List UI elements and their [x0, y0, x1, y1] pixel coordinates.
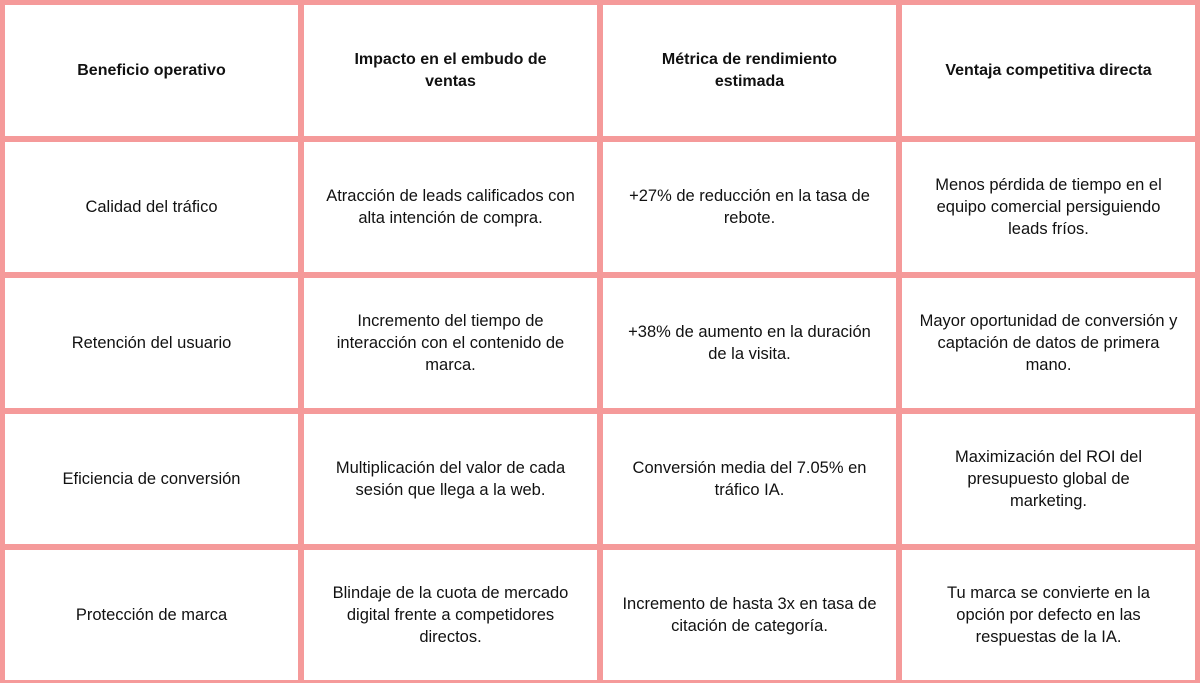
cell-text: Tu marca se convierte en la opción por defecto en las respuestas de la IA. — [947, 584, 1150, 646]
header-cell-ventaja — [902, 5, 1195, 136]
cell-text: +27% de reducción en la tasa de rebote. — [629, 187, 870, 227]
cell-text: Retención del usuario — [71, 334, 232, 352]
table-cell — [603, 278, 896, 408]
table-cell — [304, 414, 597, 544]
table-cell — [603, 550, 896, 680]
cell-text: Multiplicación del valor de cada sesión que llega a la web. — [335, 459, 566, 499]
table-cell — [5, 142, 298, 272]
header-label: Ventaja competitiva directa — [945, 61, 1152, 79]
table-cell — [902, 142, 1195, 272]
cell-text: Atracción de leads calificados con alta intención de compra. — [326, 187, 575, 227]
table-cell — [304, 278, 597, 408]
cell-text: Protección de marca — [75, 606, 228, 624]
cell-text: Eficiencia de conversión — [62, 470, 241, 488]
table-cell — [902, 278, 1195, 408]
cell-text: Menos pérdida de tiempo en el equipo comercial persiguiendo leads fríos. — [935, 176, 1162, 238]
table-cell — [603, 414, 896, 544]
table-cell — [603, 142, 896, 272]
cell-text: +38% de aumento en la duración de la visita. — [628, 323, 871, 363]
cell-text: Incremento de hasta 3x en tasa de citación de categoría. — [622, 595, 877, 635]
cell-text: Blindaje de la cuota de mercado digital frente a competidores directos. — [332, 584, 569, 646]
table-cell — [5, 414, 298, 544]
table-cell — [902, 550, 1195, 680]
table-cell — [5, 550, 298, 680]
cell-text: Mayor oportunidad de conversión y captación de datos de primera mano. — [919, 312, 1178, 374]
cell-text: Calidad del tráfico — [85, 198, 218, 216]
header-label: Impacto en el embudo de ventas — [354, 50, 547, 90]
table-cell — [304, 550, 597, 680]
cell-text: Conversión media del 7.05% en tráfico IA. — [632, 459, 867, 499]
header-label: Beneficio operativo — [77, 61, 226, 79]
table-cell — [5, 278, 298, 408]
header-cell-impacto — [304, 5, 597, 136]
header-cell-beneficio — [5, 5, 298, 136]
header-cell-metrica — [603, 5, 896, 136]
cell-text: Incremento del tiempo de interacción con el contenido de marca. — [336, 312, 565, 374]
table-cell — [304, 142, 597, 272]
cell-text: Maximización del ROI del presupuesto global de marketing. — [954, 448, 1143, 510]
table-cell — [902, 414, 1195, 544]
header-label: Métrica de rendimiento estimada — [661, 50, 838, 90]
